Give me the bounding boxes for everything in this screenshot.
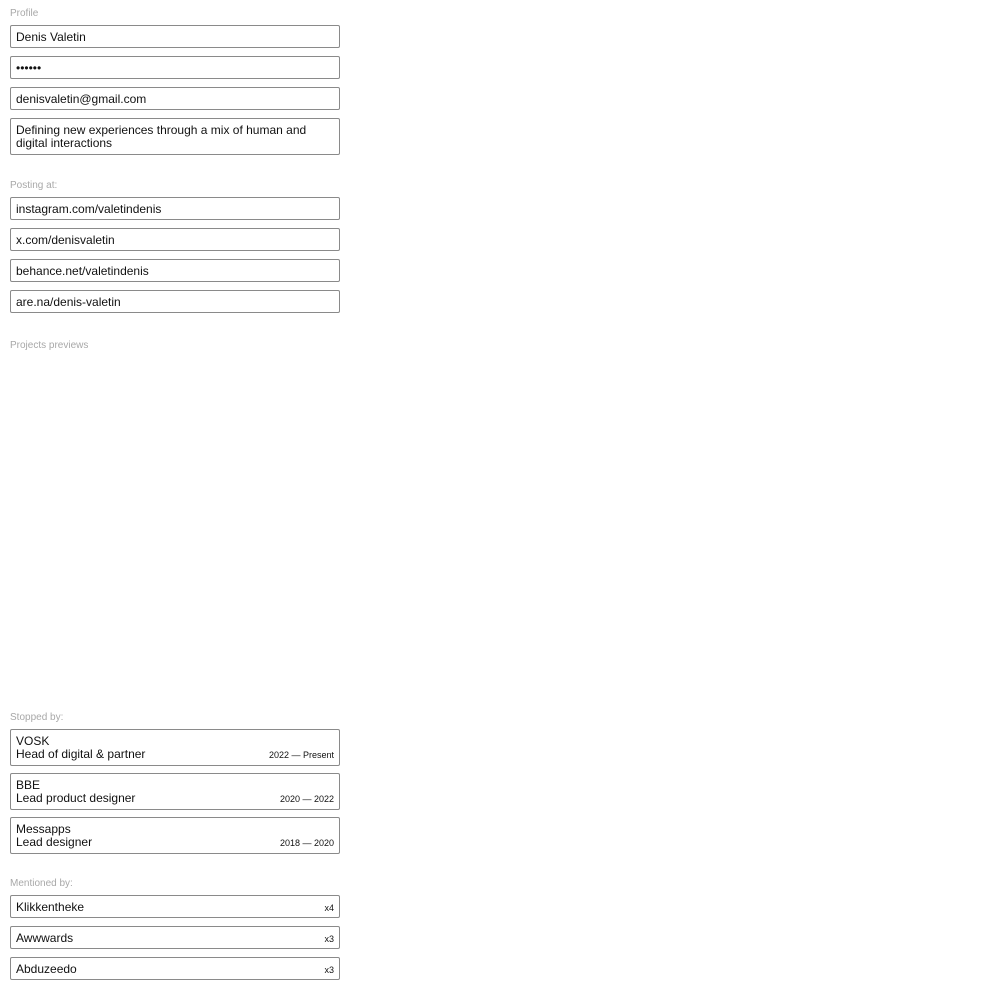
- experience-period: 2018 — 2020: [279, 838, 334, 848]
- bio-value: Defining new experiences through a mix of human and digital interactions: [16, 123, 307, 150]
- email-value: denisvaletin@gmail.com: [16, 92, 147, 106]
- experience-item[interactable]: [10, 773, 340, 810]
- mention-name: Abduzeedo: [16, 962, 77, 976]
- experience-company: VOSK: [16, 734, 50, 748]
- mentioned-section-label: Mentioned by:: [10, 878, 73, 889]
- profile-section-label: Profile: [10, 8, 39, 19]
- name-value: Denis Valetin: [16, 30, 86, 44]
- link-field-arena[interactable]: [10, 290, 340, 313]
- link-field-behance[interactable]: [10, 259, 340, 282]
- link-field-x[interactable]: [10, 228, 340, 251]
- posting-section-label: Posting at:: [10, 180, 58, 191]
- mention-item[interactable]: [10, 957, 340, 980]
- email-field[interactable]: [10, 87, 340, 110]
- experience-role: Head of digital & partner: [16, 746, 146, 761]
- password-field[interactable]: [10, 56, 340, 79]
- experience-item[interactable]: [10, 729, 340, 766]
- experience-company: BBE: [16, 778, 41, 792]
- mention-item[interactable]: [10, 926, 340, 949]
- mention-name: Awwwards: [16, 931, 74, 945]
- experience-item[interactable]: [10, 817, 340, 854]
- projects-section-label: Projects previews: [10, 340, 89, 351]
- link-value: x.com/denisvaletin: [16, 233, 115, 247]
- projects-preview-area: [10, 356, 340, 706]
- link-value: are.na/denis-valetin: [16, 295, 121, 309]
- stopped-section-label: Stopped by:: [10, 712, 64, 723]
- link-field-instagram[interactable]: [10, 197, 340, 220]
- mention-count: x3: [324, 934, 334, 944]
- experience-period: 2020 — 2022: [279, 794, 334, 804]
- experience-company: Messapps: [16, 822, 71, 836]
- link-value: behance.net/valetindenis: [16, 264, 149, 278]
- experience-period: 2022 — Present: [268, 750, 334, 760]
- experience-role: Lead product designer: [16, 790, 136, 805]
- mention-item[interactable]: [10, 895, 340, 918]
- name-field[interactable]: [10, 25, 340, 48]
- mention-count: x4: [324, 903, 334, 913]
- experience-role: Lead designer: [16, 834, 93, 849]
- mention-name: Klikkentheke: [16, 900, 85, 914]
- mention-count: x3: [324, 965, 334, 975]
- bio-field[interactable]: [10, 118, 340, 155]
- link-value: instagram.com/valetindenis: [16, 202, 162, 216]
- password-value: ••••••: [16, 61, 42, 75]
